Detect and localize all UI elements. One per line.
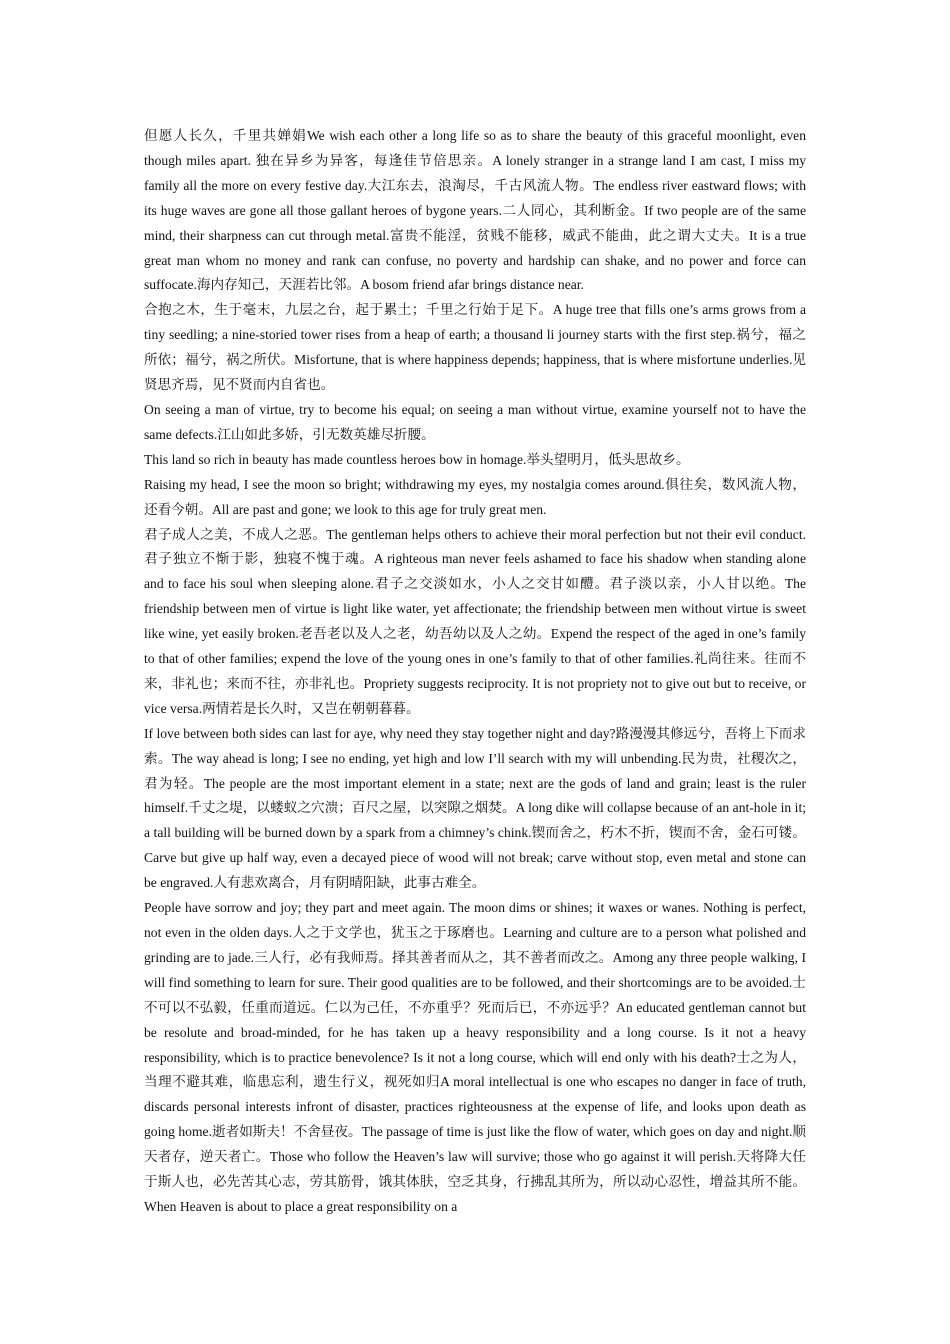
paragraph-7: If love between both sides can last for aye, why need they stay together night and day?路漫漫其修远兮，吾将上下而求索。The way ahead is long; I see no ending, yet high and low I’ll search with my will unbending.民为贵，社稷次之，君为轻。The people are the most important element in a state; next are the gods of land and grain; least is the ruler himself.千丈之堤，以蝼蚁之穴溃；百尺之屋，以突隙之烟焚。A long dike will collapse because of an ant-hole in it; a tall building will be burned down by a spark from a chimney’s chink.锲而舍之，朽木不折，锲而不舍，金石可镂。Carve but give up half way, even a decayed piece of wood will not break; carve without stop, even metal and stone can be engraved.人有悲欢离合，月有阴晴阳缺，此事古难全。 [144,725,806,891]
document-page [144,124,806,1220]
paragraph-8: People have sorrow and joy; they part and meet again. The moon dims or shines; it waxes or wanes. Nothing is perfect, not even in the olden days.人之于文学也，犹玉之于琢磨也。Learning and culture are to a person what polished and grinding are to jade.三人行，必有我师焉。择其善者而从之，其不善者而改之。Among any three people walking, I will find something to learn for sure. Their good qualities are to be followed, and their shortcomings are to be avoided.士不可以不弘毅，任重而道远。仁以为己任，不亦重乎？死而后已，不亦远乎？An educated gentleman cannot but be resolute and broad-minded, for he has taken up a heavy responsibility and a long course. Is it not a heavy responsibility, which is to practice benevolence? Is it not a long course, which will end only with his death?士之为人，当理不避其难，临患忘利，遗生行义，视死如归A moral intellectual is one who escapes no danger in face of truth, discards personal interests infront of disaster, practices righteousness at the expense of life, and looks upon death as going home.逝者如斯夫！不舍昼夜。The passage of time is just like the flow of water, which goes on day and night.顺天者存，逆天者亡。Those who follow the Heaven’s law will survive; those who go against it will perish.天将降大任于斯人也，必先苦其心志，劳其筋骨，饿其体肤，空乏其身，行拂乱其所为，所以动心忍性，增益其所不能。When Heaven is about to place a great responsibility on a [144,900,806,1214]
paragraph-6: 君子成人之美，不成人之恶。The gentleman helps others to achieve their moral perfection but not their evil conduct.君子独立不惭于影，独寝不愧于魂。A righteous man never feels ashamed to face his shadow when standing alone and to face his soul when sleeping alone.君子之交淡如水，小人之交甘如醴。君子淡以亲，小人甘以绝。The friendship between men of virtue is light like water, yet affectionate; the friendship between men without virtue is sweet like wine, yet easily broken.老吾老以及人之老，幼吾幼以及人之幼。Expend the respect of the aged in one’s family to that of other families; expend the love of the young ones in one’s family to that of other families.礼尚往来。往而不来，非礼也；来而不往，亦非礼也。Propriety suggests reciprocity. It is not propriety not to give out but to receive, or vice versa.两情若是长久时，又岂在朝朝暮暮。 [144,526,806,716]
paragraph-3: On seeing a man of virtue, try to become his equal; on seeing a man without virtue, examine yourself not to have the same defects.江山如此多娇，引无数英雄尽折腰。 [144,401,806,442]
paragraph-1: 但愿人长久，千里共婵娟We wish each other a long life so as to share the beauty of this graceful moonlight, even though miles apart. 独在异乡为异客，每逢佳节倍思亲。A lonely stranger in a strange land I am cast, I miss my family all the more on every festive day.大江东去，浪淘尽，千古风流人物。The endless river eastward flows; with its huge waves are gone all those gallant heroes of bygone years.二人同心，其利断金。If two people are of the same mind, their sharpness can cut through metal.富贵不能淫，贫贱不能移，威武不能曲，此之谓大丈夫。It is a true great man whom no money and rank can confuse, no poverty and hardship can shake, and no power and force can suffocate.海内存知己，天涯若比邻。A bosom friend afar brings distance near. [144,128,806,293]
paragraph-5: Raising my head, I see the moon so bright; withdrawing my eyes, my nostalgia comes around.俱往矣，数风流人物，还看今朝。All are past and gone; we look to this age for truly great men. [144,476,806,517]
paragraph-4: This land so rich in beauty has made countless heroes bow in homage.举头望明月，低头思故乡。 [144,451,690,467]
paragraph-2: 合抱之木，生于毫末，九层之台，起于累土；千里之行始于足下。A huge tree that fills one’s arms grows from a tiny seedling; a nine-storied tower rises from a heap of earth; a thousand li journey starts with the first step.祸兮，福之所依；福兮，祸之所伏。Misfortune, that is where happiness depends; happiness, that is where misfortune underlies.见贤思齐焉，见不贤而内自省也。 [144,302,806,393]
